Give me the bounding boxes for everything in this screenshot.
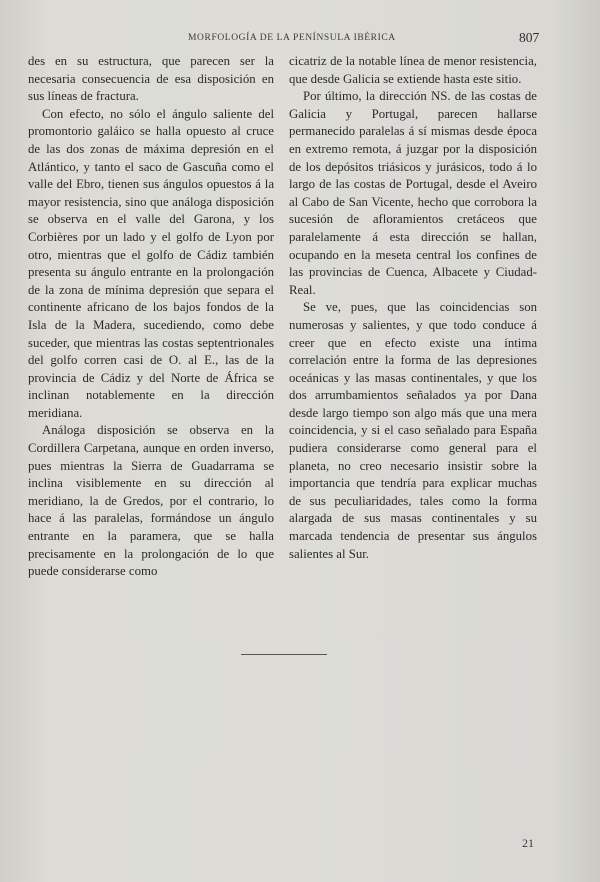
paragraph: Con efecto, no sólo el ángulo saliente del promontorio galáico se halla opuesto al cruce de las dos zonas de máxima depresión en el Atlántico, y tanto el saco de Gascuña como el valle del Ebro, tienen sus ángulos opuestos á la mayor resistencia, sino que análoga disposición se observa en el valle del Garona, y los Corbières por un lado y el golfo de Lyon por otro, mientras que el golfo de Cádiz también presenta su ángulo entrante en la prolongación de la zona de mínima depresión que separa el continente africano de los bajos fondos de la Isla de la Madera, sucediendo, como debe suceder, que mientras las costas septentrionales del golfo corren casi de O. al E., las de la provincia de Cádiz y del Norte de África se inclinan notablemente en la dirección meridiana.	[28, 106, 274, 420]
paragraph: des en su estructura, que parecen ser la necesaria consecuencia de esa disposición en sus líneas de fractura.	[28, 54, 274, 104]
page-header	[0, 30, 600, 49]
signature-mark: 21	[522, 836, 534, 850]
paragraph: Análoga disposición se observa en la Cordillera Carpetana, aunque en orden inverso, pues mientras la Sierra de Guadarrama se inclina visiblemente en su dirección al meridiano, la de Gredos, por el contrario, lo hace á las paralelas, formándose un ángulo entrante en la paramera, que se halla precisamente en la prolongación de lo que puede considerarse como	[28, 423, 274, 579]
running-title: MORFOLOGÍA DE LA PENÍNSULA IBÉRICA	[188, 33, 396, 43]
paragraph: Por último, la dirección NS. de las costas de Galicia y Portugal, parecen hallarse permanecido paralelas á sí mismas desde época en extremo remota, á juzgar por la disposición de los depósitos triásicos y jurásicos, todo á lo largo de las costas de Portugal, desde el Aveiro al Cabo de San Vicente, hecho que corrobora la sucesión de afloramientos cretáceos que paralelamente á esta dirección se hallan, ocupando en la meseta central los confines de las provincias de Cuenca, Albacete y Ciudad-Real.	[289, 89, 537, 297]
section-divider	[241, 654, 327, 655]
right-column	[289, 53, 537, 563]
left-column	[28, 53, 274, 581]
paragraph: Se ve, pues, que las coincidencias son numerosas y salientes, y que todo conduce á creer que en efecto existe una íntima correlación entre la forma de las depresiones oceánicas y las masas continentales, y que los dos arrumbamientos señalados ya por Dana desde largo tiempo son algo más que una mera coincidencia, y si el caso señalado para España pudiera considerarse como general para el planeta, no creo necesario insistir sobre la importancia que tendría para explicar muchas de sus peculiaridades, tales como la forma alargada de sus masas continentales y su marcada tendencia de presentar sus ángulos salientes al Sur.	[289, 300, 537, 561]
page-number: 807	[519, 30, 540, 45]
paragraph: cicatriz de la notable línea de menor resistencia, que desde Galicia se extiende hasta este sitio.	[289, 54, 537, 86]
